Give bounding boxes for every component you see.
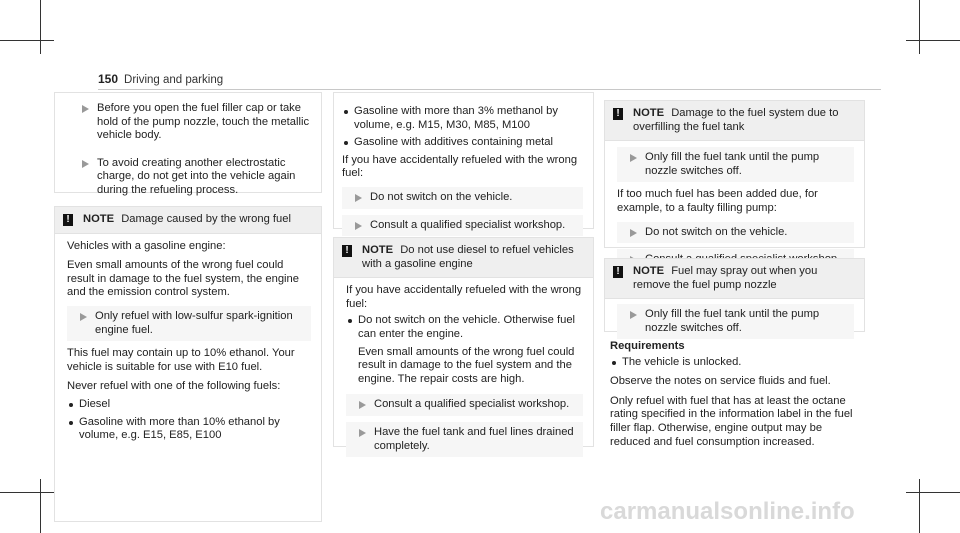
- arrow-right-icon: [355, 222, 362, 230]
- page-number: 150: [98, 72, 119, 86]
- note-title: Damage to the fuel system due to overfilling the fuel tank: [633, 107, 839, 133]
- note-no-diesel: [333, 237, 594, 452]
- note-body: [334, 278, 593, 471]
- page-header: [98, 73, 223, 89]
- note-overfill: [604, 100, 865, 248]
- step-item: Only fill the fuel tank until the pump nozzle switches off.: [617, 147, 854, 182]
- step-item: Only refuel with low-sulfur spark-ignition engine fuel.: [67, 306, 311, 341]
- arrow-right-icon: [359, 429, 366, 437]
- note-header: [605, 259, 864, 299]
- section-title: Driving and parking: [124, 74, 224, 86]
- paragraph: This fuel may contain up to 10% ethanol. Your vehicle is suitable for use with E10 fuel.: [67, 347, 295, 373]
- requirements-section: [610, 340, 865, 455]
- crop-mark: [40, 0, 41, 54]
- paragraph: Vehicles with a gasoline engine:: [67, 239, 226, 252]
- crop-mark: [0, 40, 54, 41]
- arrow-right-icon: [80, 313, 87, 321]
- step-item: To avoid creating another electrostatic charge, do not get into the vehicle again during the refueling process.: [55, 153, 321, 202]
- step-item: Consult a qualified specialist workshop.: [346, 394, 583, 416]
- steps-box: [54, 92, 322, 196]
- paragraph: If too much fuel has been added due, for example, to a faulty filling pump:: [617, 188, 818, 214]
- note-title: Do not use diesel to refuel vehicles with a gasoline engine: [362, 244, 574, 270]
- note-label: NOTE: [83, 213, 115, 225]
- arrow-right-icon: [630, 311, 637, 319]
- note-label: NOTE: [633, 265, 665, 277]
- note-label: NOTE: [633, 107, 665, 119]
- arrow-right-icon: [82, 160, 89, 168]
- paragraph: If you have accidentally refueled with the wrong fuel:: [346, 284, 582, 310]
- crop-mark: [906, 492, 960, 493]
- warning-icon: !: [613, 266, 623, 278]
- arrow-right-icon: [355, 194, 362, 202]
- paragraph: If you have accidentally refueled with the wrong fuel:: [342, 153, 578, 180]
- list-item: Do not switch on the vehicle. Otherwise fuel can enter the engine.: [346, 314, 583, 341]
- list-item: Gasoline with more than 3% methanol by volume, e.g. M15, M30, M85, M100: [342, 105, 583, 132]
- step-item: Consult a qualified specialist workshop.: [342, 215, 583, 237]
- crop-mark: [0, 492, 54, 493]
- note-label: NOTE: [362, 244, 394, 256]
- step-item: Do not switch on the vehicle.: [617, 222, 854, 244]
- arrow-right-icon: [82, 105, 89, 113]
- list-box: [333, 92, 594, 229]
- arrow-right-icon: [630, 154, 637, 162]
- note-wrong-fuel: [54, 206, 322, 522]
- crop-mark: [906, 40, 960, 41]
- note-header: [55, 207, 321, 234]
- arrow-right-icon: [630, 229, 637, 237]
- paragraph: Even small amounts of the wrong fuel could result in damage to the fuel system, the engine and the emission control system.: [67, 259, 299, 299]
- watermark: carmanualsonline.info: [600, 498, 855, 525]
- crop-mark: [919, 479, 920, 533]
- list-item: The vehicle is unlocked.: [610, 356, 865, 370]
- step-item: Only fill the fuel tank until the pump nozzle switches off.: [617, 304, 854, 339]
- requirements-title: Requirements: [610, 340, 685, 352]
- step-item: Before you open the fuel filler cap or take hold of the pump nozzle, touch the metallic vehicle body.: [55, 98, 321, 147]
- note-body: [55, 234, 321, 455]
- note-header: [605, 101, 864, 141]
- header-divider: [98, 89, 881, 90]
- crop-mark: [919, 0, 920, 54]
- paragraph: Never refuel with one of the following fuels:: [67, 380, 281, 393]
- warning-icon: !: [342, 245, 352, 257]
- warning-icon: !: [613, 108, 623, 120]
- note-header: [334, 238, 593, 278]
- list-item: Diesel: [67, 398, 311, 412]
- note-title: Fuel may spray out when you remove the fuel pump nozzle: [633, 265, 818, 291]
- step-item: Have the fuel tank and fuel lines drained completely.: [346, 422, 583, 457]
- sub-paragraph: Even small amounts of the wrong fuel could result in damage to the fuel system and the engine. The repair costs are high.: [358, 345, 575, 385]
- paragraph: Only refuel with fuel that has at least the octane rating specified in the information label in the fuel filler flap. Otherwise, engine output may be reduced and fuel consumption increased.: [610, 394, 853, 448]
- note-spray: [604, 258, 865, 332]
- warning-icon: !: [63, 214, 73, 226]
- list-item: Gasoline with more than 10% ethanol by volume, e.g. E15, E85, E100: [67, 416, 311, 443]
- step-item: Do not switch on the vehicle.: [342, 187, 583, 209]
- arrow-right-icon: [359, 401, 366, 409]
- paragraph: Observe the notes on service fluids and fuel.: [610, 375, 831, 388]
- list-item: Gasoline with additives containing metal: [342, 136, 583, 150]
- crop-mark: [40, 479, 41, 533]
- note-title: Damage caused by the wrong fuel: [121, 213, 291, 225]
